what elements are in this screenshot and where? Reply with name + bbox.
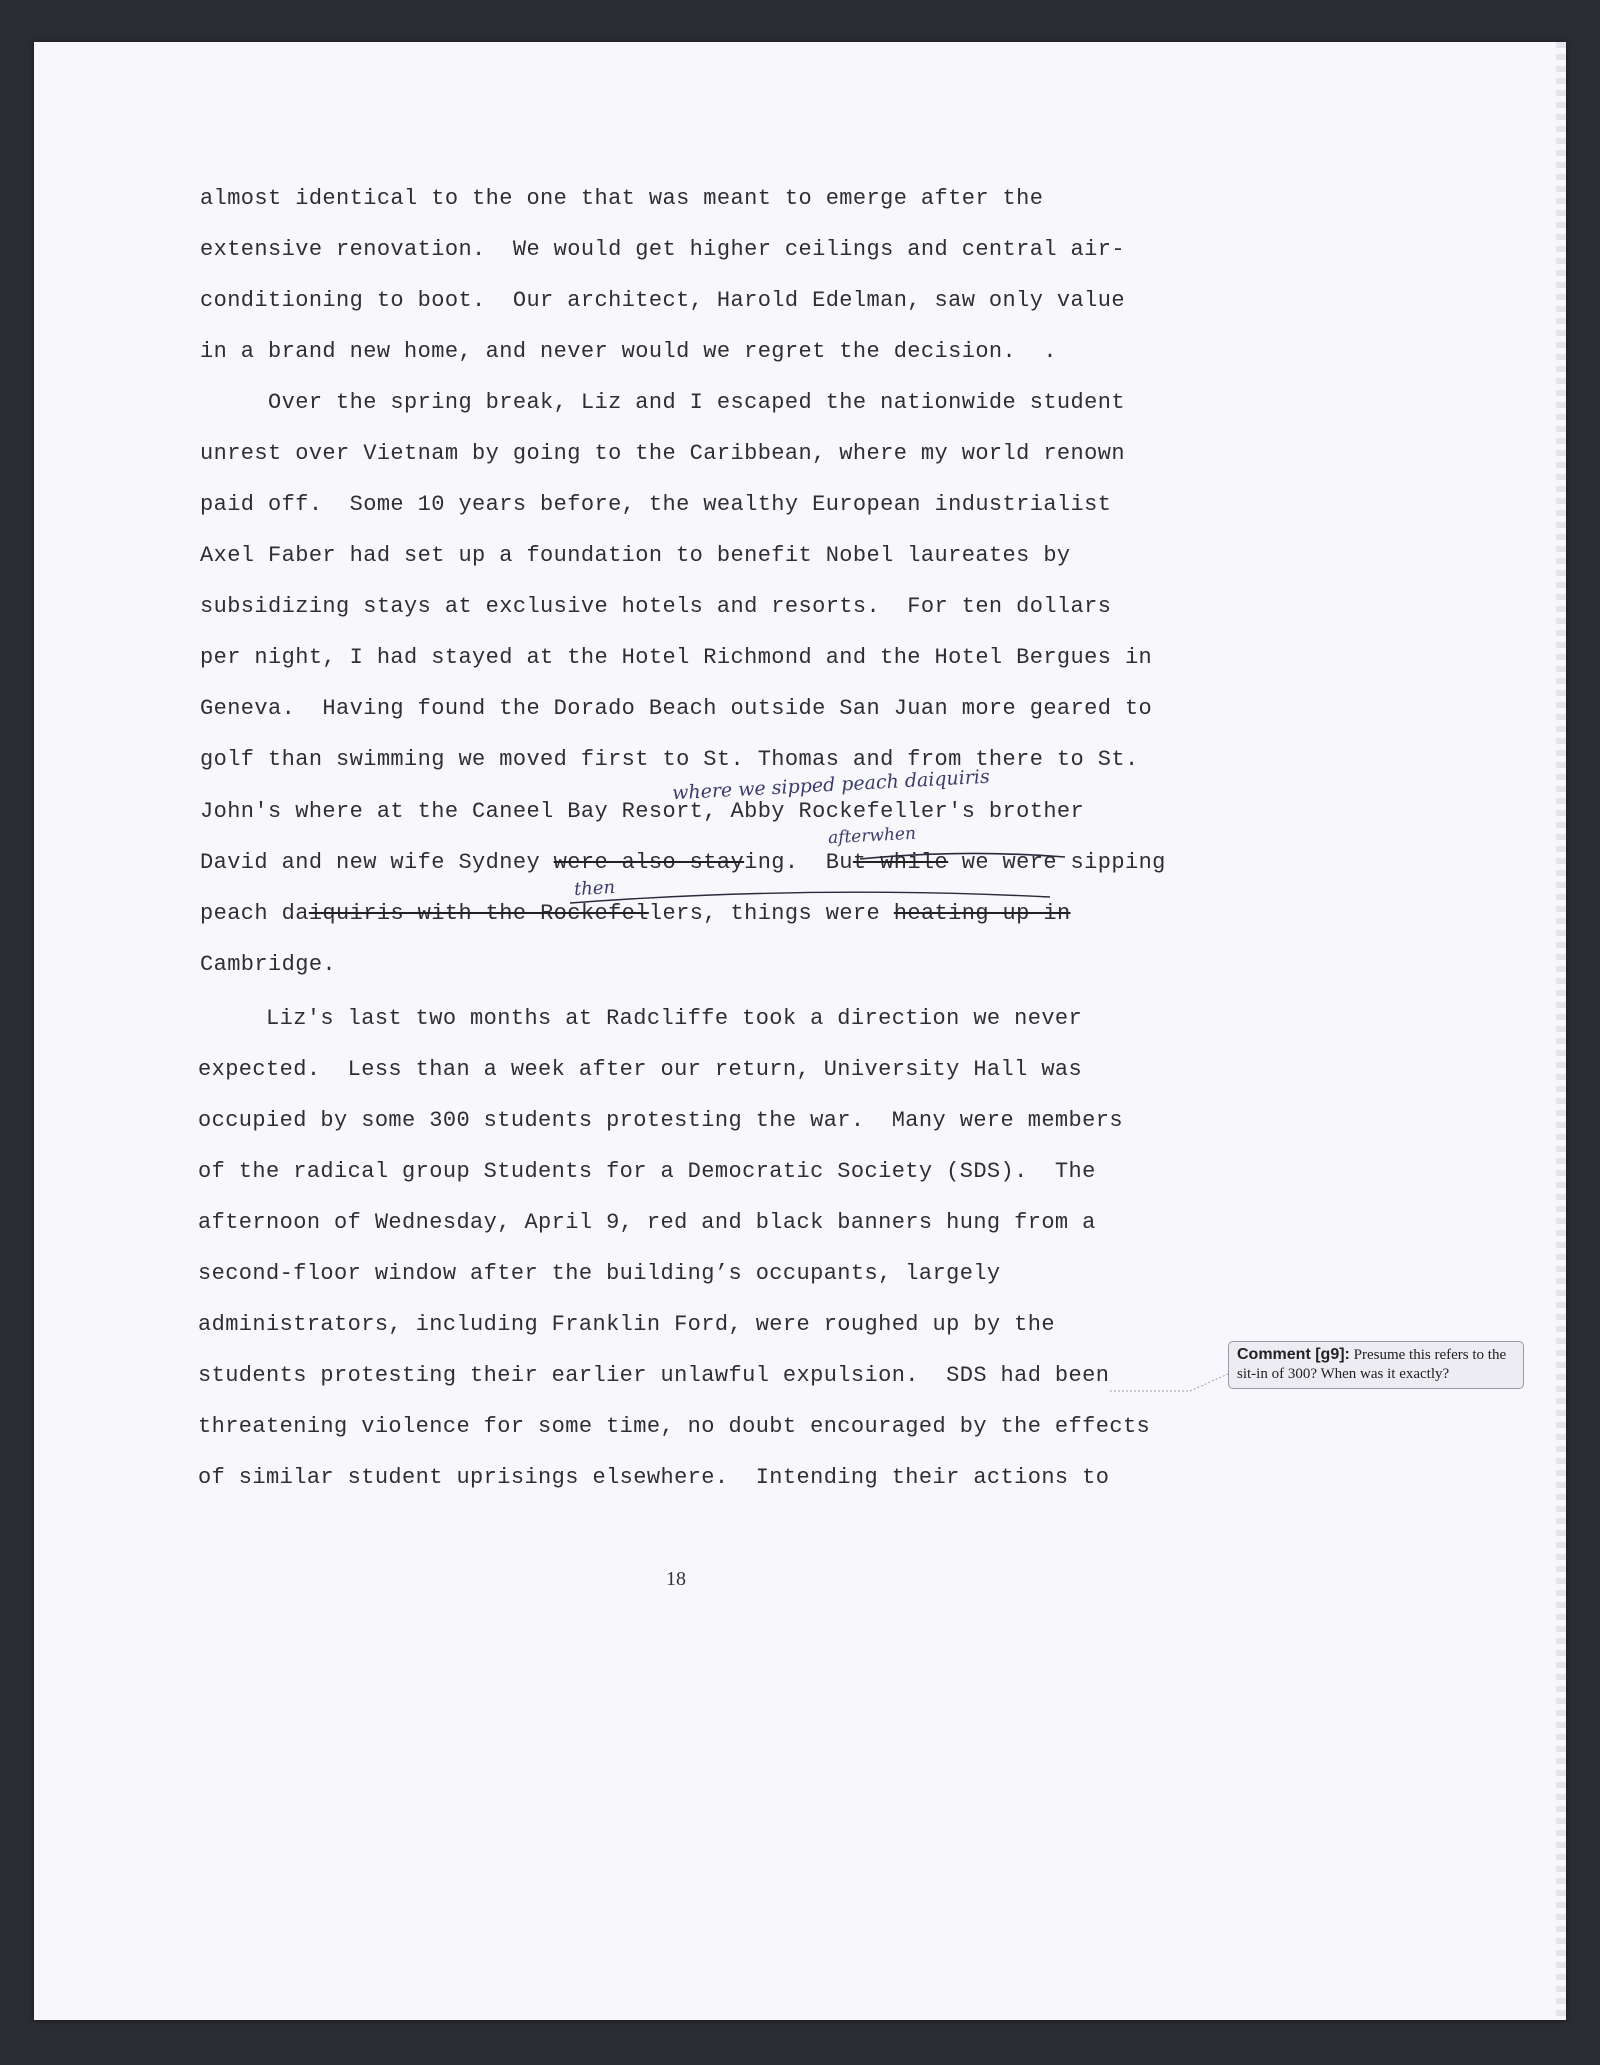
text-line: golf than swimming we moved first to St. Thomas and from there to St. [200,747,1139,772]
text-line: of similar student uprisings elsewhere. Intending their actions to [198,1465,1110,1490]
comment-balloon[interactable] [1228,1341,1524,1389]
text-line: expected. Less than a week after our return, University Hall was [198,1057,1083,1082]
struck-text: t while [852,850,949,875]
text-line: Liz's last two months at Radcliffe took a direction we never [198,1006,1083,1031]
text-line: unrest over Vietnam by going to the Caribbean, where my world renown [200,441,1125,466]
text-line: occupied by some 300 students protesting the war. Many were members [198,1108,1123,1133]
text-line: extensive renovation. We would get higher ceilings and central air- [200,237,1125,262]
page-number: 18 [666,1568,686,1590]
text-line: per night, I had stayed at the Hotel Richmond and the Hotel Bergues in [200,645,1153,670]
handwritten-insertion: where we sipped peach daiquiris [671,765,991,805]
comment-text: Presume this refers to the sit-in of 300? When was it exactly? [1237,1347,1507,1382]
page-edge [1556,42,1566,2020]
text-line: students protesting their earlier unlawful expulsion. SDS had been [198,1363,1110,1388]
handwritten-stroke [560,845,1080,905]
text-line: Cambridge. [200,952,337,977]
text-line: afternoon of Wednesday, April 9, red and black banners hung from a [198,1210,1096,1235]
struck-text: heating up in [893,901,1071,926]
text-line: almost identical to the one that was meant to emerge after the [200,186,1044,211]
text-line: Over the spring break, Liz and I escaped the nationwide student [200,390,1125,415]
text-line: administrators, including Franklin Ford, were roughed up by the [198,1312,1055,1337]
edited-text-line: peach daiquiris with the Rockefellers, things were heating up in [200,901,1071,926]
text-line: John's where at the Caneel Bay Resort, Abby Rockefeller's brother [200,799,1085,824]
struck-text: were also stay [553,850,745,875]
text-line: threatening violence for some time, no doubt encouraged by the effects [198,1414,1151,1439]
handwritten-insertion: then [573,876,616,901]
text-line: Geneva. Having found the Dorado Beach outside San Juan more geared to [200,696,1153,721]
struck-text: iquiris with the Rockefel [308,901,649,926]
text-line: in a brand new home, and never would we regret the decision. . [200,339,1057,364]
comment-leader-line [1110,1372,1228,1392]
text-line: paid off. Some 10 years before, the wealthy European industrialist [200,492,1112,517]
text-line: second-floor window after the building’s occupants, largely [198,1261,1001,1286]
comment-tag: Comment [g9]: [1237,1346,1350,1363]
text-line: Axel Faber had set up a foundation to benefit Nobel laureates by [200,543,1071,568]
edited-text-line: David and new wife Sydney were also staying. But while we were sipping [200,850,1166,875]
handwritten-insertion: afterwhen [827,823,917,849]
text-line: conditioning to boot. Our architect, Harold Edelman, saw only value [200,288,1125,313]
text-line: of the radical group Students for a Democratic Society (SDS). The [198,1159,1096,1184]
text-line: subsidizing stays at exclusive hotels and resorts. For ten dollars [200,594,1112,619]
